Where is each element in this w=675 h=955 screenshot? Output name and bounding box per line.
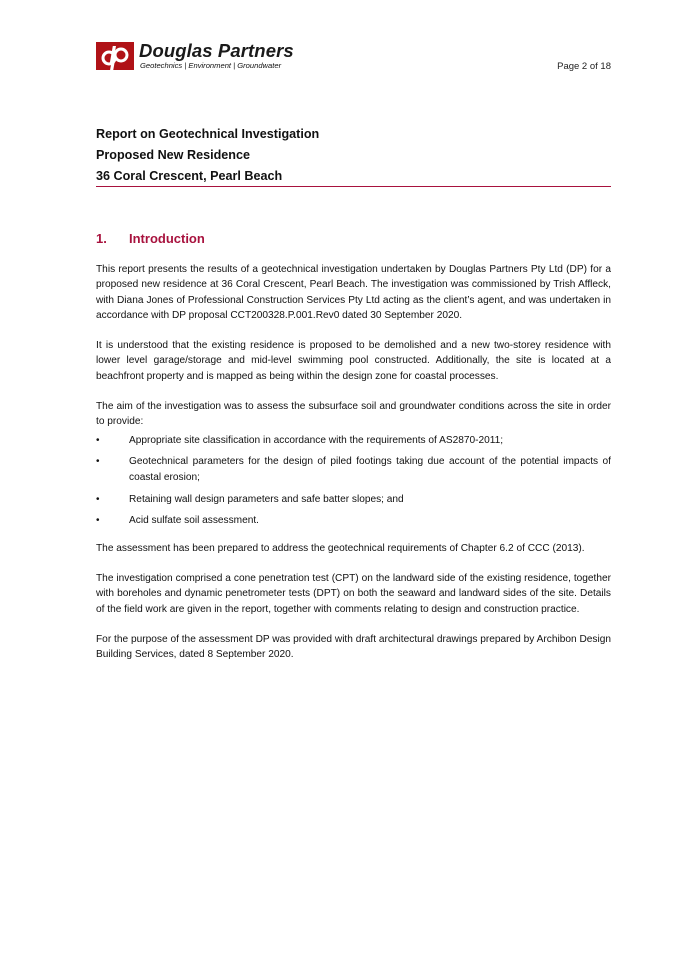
company-logo [96,42,326,72]
report-title-line-1: Report on Geotechnical Investigation [96,127,320,141]
section-number: 1. [96,231,107,246]
paragraph-2: It is understood that the existing residence is proposed to be demolished and a new two-storey residence with lower level garage/storage and mid-level swimming pool constructed. Additionally, the site is located at a beachfront property and is mapped as being within the design zone for coastal processes. [96,340,611,382]
logo-mark-icon [96,42,134,70]
paragraph-1: This report presents the results of a geotechnical investigation undertaken by Douglas Partners Pty Ltd (DP) for a proposed new residence at 36 Coral Crescent, Pearl Beach. The investigation was commissioned by Trish Affleck, with Diana Jones of Professional Construction Services Pty Ltd acting as the client’s agent, and was undertaken in accordance with DP proposal CCT200328.P.001.Rev0 dated 30 September 2020. [96,264,611,321]
bullet-icon: • [96,493,100,505]
page-number: Page 2 of 18 [557,61,611,72]
paragraph-6: For the purpose of the assessment DP was provided with draft architectural drawings prepared by Archibon Design Building Services, dated 8 September 2020. [96,633,611,661]
bullet-item [96,513,611,528]
bullet-text: Acid sulfate soil assessment. [129,515,259,527]
bullet-item [96,492,611,507]
bullet-icon: • [96,515,100,527]
bullet-text: Appropriate site classification in accordance with the requirements of AS2870-2011; [129,434,504,446]
company-name: Douglas Partners [139,40,294,61]
report-title-line-2: Proposed New Residence [96,148,250,162]
bullet-item [96,454,611,485]
bullet-text: Geotechnical parameters for the design of piled footings taking due account of the potential impacts of coastal erosion; [129,456,611,483]
report-title-line-3: 36 Coral Crescent, Pearl Beach [96,169,283,183]
section-title: Introduction [129,231,205,246]
bullet-list [96,433,611,529]
bullet-text: Retaining wall design parameters and safe batter slopes; and [129,493,404,505]
company-tagline: Geotechnics | Environment | Groundwater [140,61,282,70]
paragraph-5: The investigation comprised a cone penetration test (CPT) on the landward side of the existing residence, together with boreholes and dynamic penetrometer tests (DPT) on both the seaward and landward sides of the site. Details of the field work are given in the report, together with comments relating to design and construction practice. [96,572,611,615]
section-body [96,262,611,677]
title-divider [96,186,611,187]
paragraph-4: The assessment has been prepared to address the geotechnical requirements of Chapter 6.2 of CCC (2013). [96,542,585,554]
report-title-block [96,124,611,187]
paragraph-3: The aim of the investigation was to assess the subsurface soil and groundwater conditions across the site in order to provide: [96,401,611,428]
bullet-item [96,433,611,448]
bullet-icon: • [96,434,100,446]
section-heading [96,231,611,246]
bullet-icon: • [96,456,100,468]
